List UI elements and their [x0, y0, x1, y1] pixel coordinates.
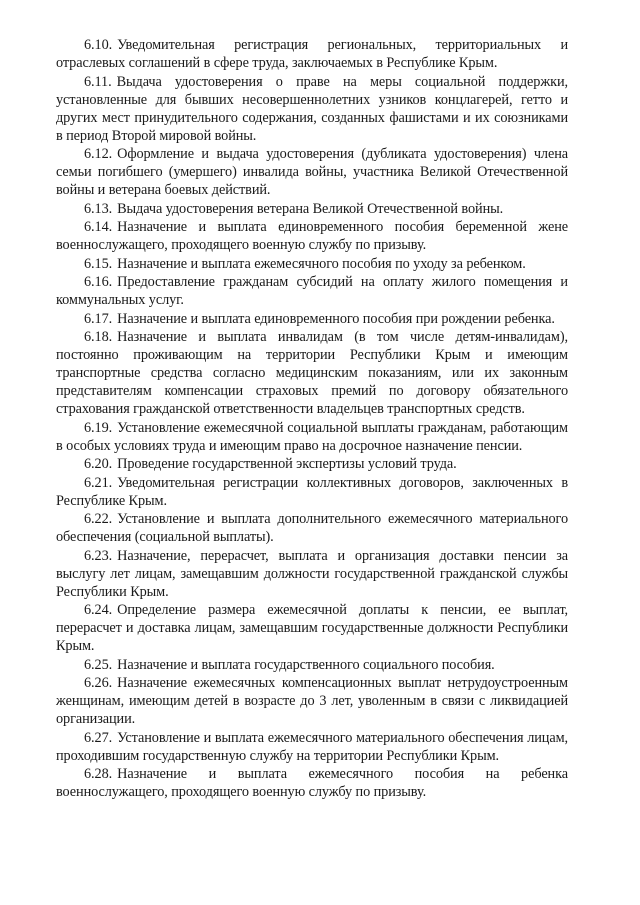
item-text: Назначение и выплата ежемесячного пособия на ребенка военнослужащего, проходящего военную службу по призыву. — [56, 766, 568, 800]
item-text: Уведомительная регистрации коллективных договоров, заключенных в Республике Крым. — [56, 474, 568, 509]
list-item — [56, 547, 568, 601]
item-number: 6.22. — [84, 511, 113, 527]
item-text: Назначение, перерасчет, выплата и организация доставки пенсии за выслугу лет лицам, замещавшим должности государственной гражданской службы Республики Крым. — [56, 547, 568, 600]
item-number: 6.13. — [84, 200, 113, 217]
item-number: 6.28. — [84, 766, 113, 782]
list-item — [56, 419, 568, 455]
list-item — [56, 729, 568, 765]
item-text: Проведение государственной экспертизы условий труда. — [117, 456, 457, 472]
item-number: 6.15. — [84, 255, 113, 272]
list-item — [56, 601, 568, 655]
item-number: 6.14. — [84, 219, 113, 235]
list-item — [56, 310, 568, 328]
item-number: 6.12. — [84, 146, 113, 162]
item-number: 6.20. — [84, 456, 113, 472]
list-item — [56, 674, 568, 728]
list-item — [56, 255, 568, 273]
item-text: Назначение и выплата единовременного пособия беременной жене военнослужащего, проходящего военную службу по призыву. — [56, 219, 568, 253]
list-item — [56, 73, 568, 145]
item-text: Уведомительная регистрация региональных, территориальных и отраслевых соглашений в сфере труда, заключаемых в Республике Крым. — [56, 37, 568, 71]
item-text: Установление и выплата дополнительного ежемесячного материального обеспечения (социальной выплаты). — [56, 511, 568, 545]
item-text: Назначение ежемесячных компенсационных выплат нетрудоустроенным женщинам, имеющим детей в возрасте до 3 лет, уволенным в связи с ликвидацией организации. — [56, 675, 568, 727]
item-number: 6.17. — [84, 310, 113, 327]
item-text: Назначение и выплата единовременного пособия при рождении ребенка. — [117, 310, 555, 327]
item-text: Назначение и выплата государственного социального пособия. — [117, 656, 495, 673]
item-text: Выдача удостоверения ветерана Великой Отечественной войны. — [117, 200, 504, 217]
list-item — [56, 474, 568, 510]
item-text: Оформление и выдача удостоверения (дубликата удостоверения) члена семьи погибшего (умершего) инвалида войны, участника Великой Отечественной войны и ветерана боевых действий. — [56, 146, 568, 198]
item-number: 6.16. — [84, 274, 113, 290]
item-number: 6.21. — [84, 474, 113, 491]
list-item — [56, 656, 568, 674]
item-number: 6.18. — [84, 329, 113, 345]
list-item — [56, 455, 568, 473]
list-item — [56, 218, 568, 254]
list-item — [56, 36, 568, 72]
document-page — [56, 36, 568, 802]
list-item — [56, 273, 568, 309]
item-number: 6.25. — [84, 656, 113, 673]
item-number: 6.11. — [84, 73, 112, 90]
item-text: Определение размера ежемесячной доплаты к пенсии, ее выплат, перерасчет и доставка лицам, замещавшим государственные должности Республики Крым. — [56, 602, 568, 654]
item-number: 6.27. — [84, 729, 113, 746]
item-text: Выдача удостоверения о праве на меры социальной поддержки, установленные для бывших несовершеннолетних узников концлагерей, гетто и других мест принудительного содержания, созданных фашистами и их союзниками в период Второй мировой войны. — [56, 73, 568, 144]
item-number: 6.23. — [84, 547, 113, 564]
list-item — [56, 510, 568, 546]
list-item — [56, 765, 568, 801]
item-number: 6.24. — [84, 602, 113, 618]
item-text: Предоставление гражданам субсидий на оплату жилого помещения и коммунальных услуг. — [56, 274, 568, 308]
list-item — [56, 328, 568, 418]
item-number: 6.26. — [84, 675, 113, 691]
item-text: Установление и выплата ежемесячного материального обеспечения лицам, проходившим государственную службу на территории Республики Крым. — [56, 729, 568, 764]
list-item — [56, 200, 568, 218]
item-text: Установление ежемесячной социальной выплаты гражданам, работающим в особых условиях труда и имеющим право на досрочное назначение пенсии. — [56, 419, 568, 454]
item-number: 6.19. — [84, 419, 113, 436]
item-text: Назначение и выплата ежемесячного пособия по уходу за ребенком. — [117, 255, 526, 272]
list-item — [56, 145, 568, 199]
item-text: Назначение и выплата инвалидам (в том числе детям-инвалидам), постоянно проживающим на территории Республики Крым и имеющим транспортные средства согласно медицинским показаниям, или их законным представителям компенсации страховых премий по договору обязательного страхования гражданской ответственности владельцев транспортных средств. — [56, 329, 568, 417]
item-number: 6.10. — [84, 37, 113, 53]
